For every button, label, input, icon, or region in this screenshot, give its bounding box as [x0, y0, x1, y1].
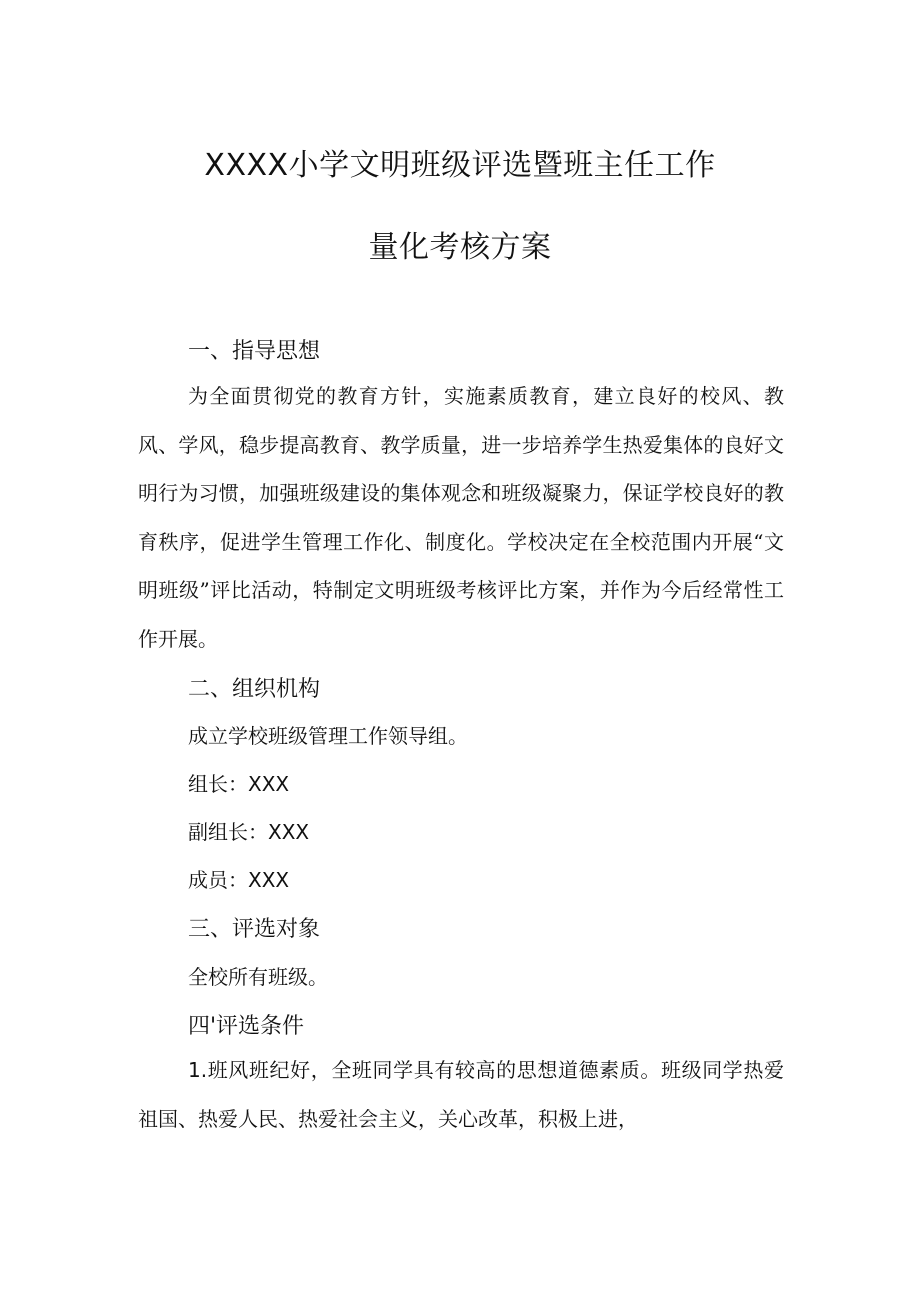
- criteria-item-number: 1.: [188, 1058, 208, 1082]
- organization-intro: 成立学校班级管理工作领导组。: [188, 724, 468, 748]
- section-heading-evaluation-target: 三、评选对象: [188, 917, 321, 942]
- member-row-leader: [188, 768, 289, 797]
- member-value-leader: XXX: [248, 772, 290, 796]
- criteria-item-text: 班风班纪好，全班同学具有较高的思想道德素质。班级同学热爱祖国、热爱人民、热爱社会主义，关心改革，积极上进，: [138, 1058, 784, 1131]
- member-label-members: 成员：: [188, 868, 248, 892]
- member-row-members: [188, 864, 289, 893]
- section-heading-guiding-ideology: 一、指导思想: [188, 339, 321, 364]
- document-title-line-1: XXXX小学文明班级评选暨班主任工作: [204, 148, 716, 183]
- section-paragraph-guiding-ideology: 为全面贯彻党的教育方针，实施素质教育，建立良好的校风、教风、学风，稳步提高教育、教学质量，进一步培养学生热爱集体的良好文明行为习惯，加强班级建设的集体观念和班级凝聚力，保证学校良好的教育秩序，促进学生管理工作化、制度化。学校决定在全校范围内开展“文明班级”评比活动，特制定文明班级考核评比方案，并作为今后经常性工作开展。: [138, 384, 784, 651]
- section-heading-organization: 二、组织机构: [188, 677, 321, 702]
- section-heading-evaluation-criteria: 四'评选条件: [188, 1014, 305, 1039]
- member-row-deputy-leader: [188, 816, 309, 845]
- member-label-deputy-leader: 副组长：: [188, 820, 268, 844]
- section-paragraph-evaluation-criteria: [138, 1046, 784, 1143]
- member-value-deputy-leader: XXX: [268, 820, 310, 844]
- evaluation-target-text: 全校所有班级。: [188, 965, 328, 989]
- member-value-members: XXX: [248, 868, 290, 892]
- document-title-line-2: 量化考核方案: [368, 230, 552, 265]
- member-label-leader: 组长：: [188, 772, 248, 796]
